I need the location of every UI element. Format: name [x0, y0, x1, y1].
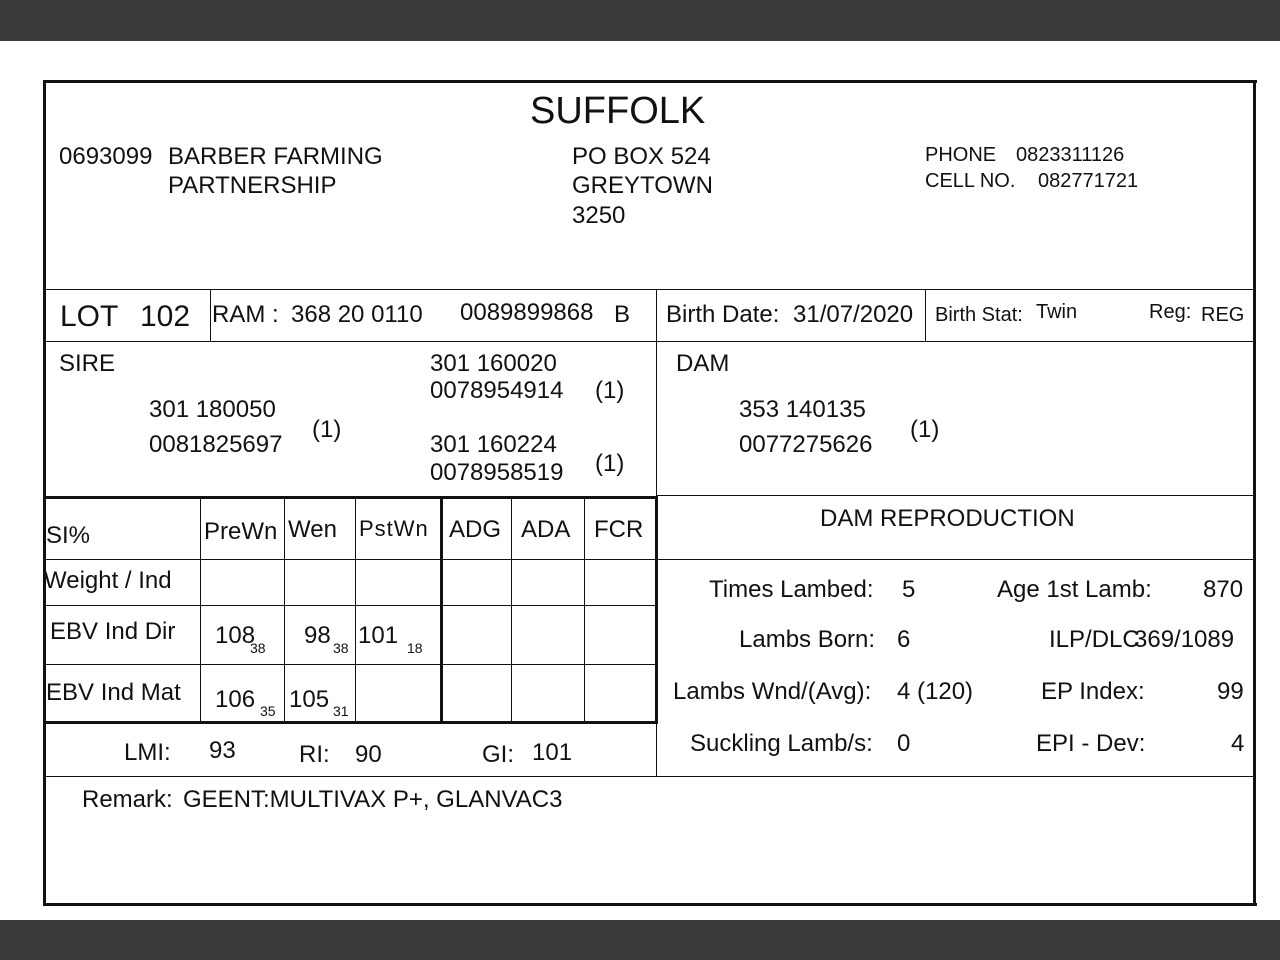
- perf-col-6: [584, 499, 585, 721]
- gi-label: GI:: [482, 741, 515, 768]
- lmi-label: LMI:: [124, 739, 171, 766]
- suckling-value: 0: [897, 730, 911, 757]
- perf-table-group-divider: [440, 496, 443, 724]
- row-ebv-ind-dir: EBV Ind Dir: [50, 618, 176, 645]
- perf-table-bottom: [44, 721, 658, 724]
- perf-row-2: [46, 605, 656, 606]
- divider-lot-cell: [210, 289, 211, 341]
- row-ebv-ind-mat: EBV Ind Mat: [46, 679, 181, 706]
- header-prewn: PreWn: [204, 518, 278, 545]
- times-lambed-value: 5: [902, 576, 916, 603]
- lambs-born-value: 6: [897, 626, 911, 653]
- epi-dev-value: 4: [1231, 730, 1245, 757]
- row-weight-ind: Weight / Ind: [44, 567, 172, 594]
- bottom-frame-bar: [0, 920, 1280, 960]
- ebv-mat-prewn-accuracy: 35: [260, 703, 276, 719]
- age-first-lamb-value: 870: [1203, 576, 1244, 603]
- sire-sire-mark: (1): [595, 377, 625, 404]
- lot-number: 102: [140, 300, 191, 333]
- address-line2: GREYTOWN: [572, 172, 713, 199]
- lambs-wnd-value: 4 (120): [897, 678, 974, 705]
- cell-label: CELL NO.: [925, 170, 1016, 192]
- breed-title: SUFFOLK: [530, 90, 706, 132]
- ep-index-value: 99: [1217, 678, 1244, 705]
- ri-label: RI:: [299, 741, 330, 768]
- perf-col-5: [511, 499, 512, 721]
- address-line1: PO BOX 524: [572, 143, 711, 170]
- divider-lot-bottom: [46, 341, 1254, 342]
- header-wen: Wen: [288, 516, 337, 543]
- dam-mark: (1): [910, 416, 940, 443]
- card-border-right: [1253, 80, 1256, 906]
- lambs-born-label: Lambs Born:: [739, 626, 876, 653]
- sire-dam-mark: (1): [595, 450, 625, 477]
- card-border-top: [43, 80, 1257, 83]
- ep-index-label: EP Index:: [1041, 678, 1145, 705]
- epi-dev-label: EPI - Dev:: [1036, 730, 1146, 757]
- ebv-mat-prewn: 106: [215, 686, 256, 713]
- divider-lot-top: [46, 289, 1254, 290]
- top-frame-bar: [0, 0, 1280, 41]
- divider-pedigree-bottom: [656, 495, 1254, 496]
- ebv-dir-prewn: 108: [215, 622, 256, 649]
- dam-label: DAM: [676, 350, 730, 377]
- address-line3: 3250: [572, 202, 626, 229]
- header-adg: ADG: [449, 516, 502, 543]
- phone-label: PHONE: [925, 144, 997, 166]
- card-border-left: [43, 80, 46, 906]
- dam-repro-title: DAM REPRODUCTION: [820, 505, 1075, 532]
- owner-code: 0693099: [59, 143, 153, 170]
- ebv-dir-wen-accuracy: 38: [333, 640, 349, 656]
- header-ada: ADA: [521, 516, 571, 543]
- sire-dam-reg: 0078958519: [430, 459, 564, 486]
- sire-id: 301 180050: [149, 396, 276, 423]
- ebv-dir-prewn-accuracy: 38: [250, 640, 266, 656]
- birth-stat: Twin: [1036, 301, 1078, 323]
- perf-col-3: [355, 499, 356, 721]
- reg-label: Reg:: [1149, 301, 1192, 323]
- ram-reg: 0089899868: [460, 299, 594, 326]
- lmi-value: 93: [209, 737, 236, 764]
- remark-text: GEENT:MULTIVAX P+, GLANVAC3: [183, 786, 563, 813]
- ri-value: 90: [355, 741, 382, 768]
- phone-number: 0823311126: [1016, 144, 1125, 166]
- ebv-dir-pstwn: 101: [358, 622, 399, 649]
- sire-sire-reg: 0078954914: [430, 377, 564, 404]
- lambs-wnd-label: Lambs Wnd/(Avg):: [673, 678, 872, 705]
- lot-label: LOT: [60, 300, 119, 333]
- sire-reg: 0081825697: [149, 431, 283, 458]
- sire-sire-id: 301 160020: [430, 350, 557, 377]
- ilp-dlc-label: ILP/DLC: [1049, 626, 1140, 653]
- ebv-mat-wen: 105: [289, 686, 330, 713]
- ebv-mat-wen-accuracy: 31: [333, 703, 349, 719]
- owner-name-line2: PARTNERSHIP: [168, 172, 337, 199]
- header-si-percent: SI%: [46, 522, 91, 549]
- sire-mark: (1): [312, 416, 342, 443]
- perf-row-3: [46, 664, 656, 665]
- perf-table-right: [655, 496, 658, 724]
- dam-id: 353 140135: [739, 396, 866, 423]
- gi-value: 101: [532, 739, 573, 766]
- ebv-dir-wen: 98: [304, 622, 331, 649]
- reg-value: REG: [1201, 304, 1245, 326]
- birth-stat-label: Birth Stat:: [935, 304, 1023, 326]
- card-border-bottom: [43, 903, 1257, 906]
- times-lambed-label: Times Lambed:: [709, 576, 874, 603]
- header-fcr: FCR: [594, 516, 644, 543]
- divider-repro-title: [656, 559, 1254, 560]
- ilp-dlc-value: 369/1089: [1134, 626, 1235, 653]
- cell-number: 082771721: [1038, 170, 1139, 192]
- ram-id: 368 20 0110: [291, 301, 423, 328]
- ram-grade: B: [614, 301, 631, 328]
- ram-label: RAM :: [212, 301, 279, 328]
- birth-date-label: Birth Date:: [666, 301, 780, 328]
- sire-label: SIRE: [59, 350, 116, 377]
- perf-col-2: [284, 499, 285, 721]
- remark-label: Remark:: [82, 786, 173, 813]
- age-first-lamb-label: Age 1st Lamb:: [997, 576, 1152, 603]
- suckling-label: Suckling Lamb/s:: [690, 730, 873, 757]
- divider-indices-bottom: [46, 776, 1254, 777]
- ebv-dir-pstwn-accuracy: 18: [407, 640, 423, 656]
- perf-col-1: [200, 499, 201, 721]
- header-pstwn: PstWn: [359, 516, 429, 541]
- birth-date: 31/07/2020: [793, 301, 914, 328]
- perf-table-top: [44, 496, 658, 499]
- sire-dam-id: 301 160224: [430, 431, 557, 458]
- divider-birth-stat: [925, 289, 926, 341]
- perf-row-1: [46, 559, 656, 560]
- dam-reg: 0077275626: [739, 431, 873, 458]
- owner-name-line1: BARBER FARMING: [168, 143, 383, 170]
